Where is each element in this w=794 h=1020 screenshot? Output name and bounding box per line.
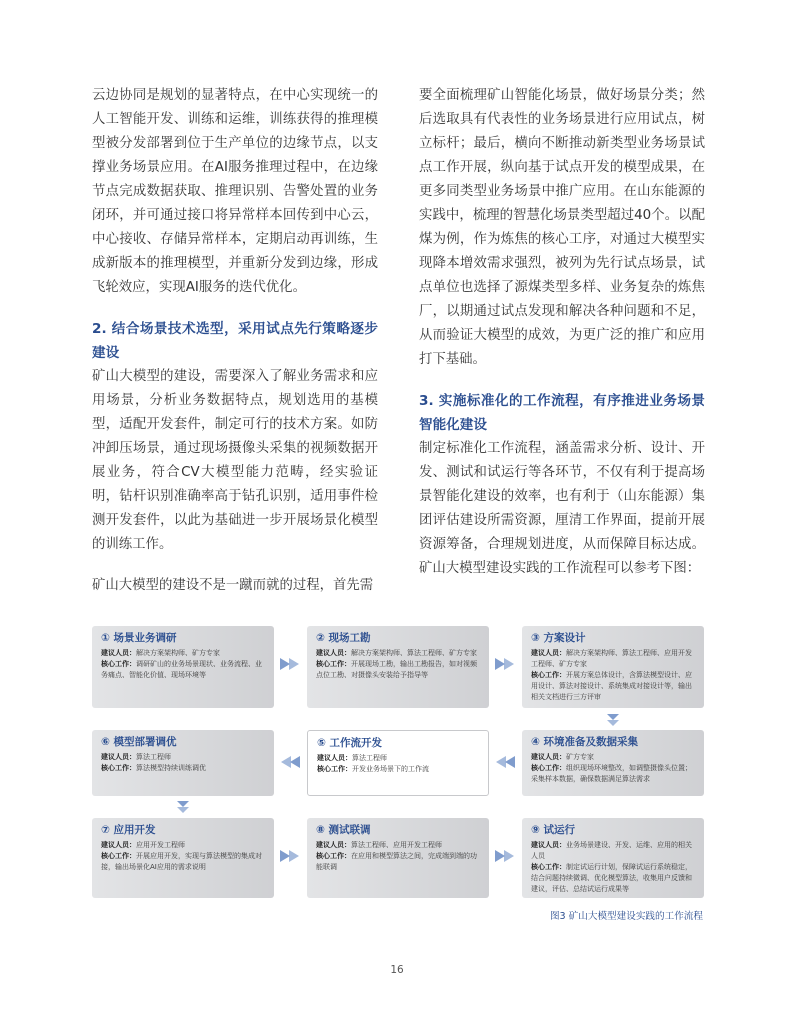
core-label: 核心工作： bbox=[531, 671, 566, 679]
body-paragraph: 矿山大模型的建设不是一蹴而就的过程，首先需 bbox=[92, 578, 374, 593]
step-box-9 bbox=[522, 818, 704, 898]
step-core: 开展现场工勘，输出工勘报告，如对视频点位工勘、对摄像头安装给予指导等 bbox=[316, 660, 477, 679]
personnel-label: 建议人员： bbox=[531, 841, 566, 849]
section-heading-3: 3. 实施标准化的工作流程，有序推进业务场景智能化建设 bbox=[419, 393, 705, 433]
step-box-1 bbox=[92, 626, 274, 708]
core-label: 核心工作： bbox=[531, 863, 566, 871]
right-column bbox=[419, 84, 705, 581]
step-box-3 bbox=[522, 626, 704, 708]
personnel-label: 建议人员： bbox=[101, 841, 136, 849]
step-personnel: 应用开发工程师 bbox=[136, 841, 185, 849]
page-number: 16 bbox=[390, 964, 404, 976]
step-personnel: 算法工程师、应用开发工程师 bbox=[351, 841, 442, 849]
step-title: ① 场景业务调研 bbox=[101, 632, 177, 644]
core-label: 核心工作： bbox=[316, 852, 351, 860]
workflow-diagram bbox=[92, 626, 704, 902]
step-personnel: 矿方专家 bbox=[566, 753, 594, 761]
core-label: 核心工作： bbox=[101, 660, 136, 668]
personnel-label: 建议人员： bbox=[101, 753, 136, 761]
step-title: ② 现场工勘 bbox=[316, 632, 371, 644]
personnel-label: 建议人员： bbox=[531, 649, 566, 657]
step-box-6 bbox=[92, 730, 274, 796]
step-personnel: 解决方案架构师、算法工程师、矿方专家 bbox=[351, 649, 477, 657]
arrow-left-icon bbox=[278, 754, 302, 770]
arrow-down-icon bbox=[605, 712, 621, 728]
step-box-2 bbox=[307, 626, 489, 708]
step-core: 组织现场环境整改，如调整摄像头位置；采集样本数据，确保数据满足算法需求 bbox=[531, 764, 692, 783]
body-paragraph: 云边协同是规划的显著特点，在中心实现统一的人工智能开发、训练和运维，训练获得的推理模型被分发部署到位于生产单位的边缘节点，以支撑业务场景应用。在AI服务推理过程中，在边缘节点完成数据获取、推理识别、告警处置的业务闭环，并可通过接口将异常样本回传到中心云，中心接收、存储异常样本，定期启动再训练，生成新版本的推理模型，并重新分发到边缘，形成飞轮效应，实现AI服务的迭代优化。 bbox=[92, 88, 378, 295]
step-title: ⑥ 模型部署调优 bbox=[101, 736, 177, 748]
arrow-right-icon bbox=[278, 848, 302, 864]
step-core: 开展方案总体设计，含算法模型设计、应用设计、算法对接设计、系统集成对接设计等，输出相关文档进行三方评审 bbox=[531, 671, 692, 701]
step-box-7 bbox=[92, 818, 274, 898]
step-personnel: 解决方案架构师、算法工程师、应用开发工程师、矿方专家 bbox=[531, 649, 692, 668]
step-personnel: 解决方案架构师、矿方专家 bbox=[136, 649, 220, 657]
step-box-8 bbox=[307, 818, 489, 898]
core-label: 核心工作： bbox=[101, 764, 136, 772]
step-core: 算法模型持续训练调优 bbox=[136, 764, 206, 772]
step-box-5 bbox=[307, 730, 489, 796]
left-column bbox=[92, 84, 378, 598]
step-title: ④ 环境准备及数据采集 bbox=[531, 736, 639, 748]
personnel-label: 建议人员： bbox=[317, 754, 352, 762]
body-paragraph: 制定标准化工作流程，涵盖需求分析、设计、开发、测试和试运行等各环节，不仅有利于提高场景智能化建设的效率，也有利于（山东能源）集团评估建设所需资源，厘清工作界面，提前开展资源筹备，合理规划进度，从而保障目标达成。矿山大模型建设实践的工作流程可以参考下图： bbox=[419, 441, 705, 576]
step-title: ③ 方案设计 bbox=[531, 632, 586, 644]
personnel-label: 建议人员： bbox=[316, 841, 351, 849]
body-paragraph: 矿山大模型的建设，需要深入了解业务需求和应用场景，分析业务数据特点，规划选用的基模型，适配开发套件，制定可行的技术方案。如防冲卸压场景，通过现场摄像头采集的视频数据开展业务，符合CV大模型能力范畴，经实验证明，钻杆识别准确率高于钻孔识别，适用事件检测开发套件，以此为基础进一步开展场景化模型的训练工作。 bbox=[92, 369, 378, 552]
step-personnel: 算法工程师 bbox=[136, 753, 171, 761]
step-title: ⑤ 工作流开发 bbox=[317, 737, 383, 749]
section-heading-2: 2. 结合场景技术选型，采用试点先行策略逐步建设 bbox=[92, 321, 378, 361]
arrow-right-icon bbox=[278, 656, 302, 672]
step-core: 调研矿山的业务场景现状、业务流程、业务痛点、智能化价值、现场环境等 bbox=[101, 660, 262, 679]
step-box-4 bbox=[522, 730, 704, 796]
arrow-down-icon bbox=[175, 799, 191, 815]
arrow-left-icon bbox=[493, 754, 517, 770]
personnel-label: 建议人员： bbox=[101, 649, 136, 657]
core-label: 核心工作： bbox=[316, 660, 351, 668]
step-title: ⑨ 试运行 bbox=[531, 824, 576, 836]
personnel-label: 建议人员： bbox=[316, 649, 351, 657]
step-personnel: 业务场景建设、开发、运维、应用的相关人员 bbox=[531, 841, 692, 860]
step-core: 在应用和模型算法之间，完成端到端的功能联调 bbox=[316, 852, 477, 871]
step-title: ⑦ 应用开发 bbox=[101, 824, 156, 836]
core-label: 核心工作： bbox=[317, 765, 352, 773]
arrow-right-icon bbox=[493, 848, 517, 864]
step-title: ⑧ 测试联调 bbox=[316, 824, 371, 836]
core-label: 核心工作： bbox=[531, 764, 566, 772]
arrow-right-icon bbox=[493, 656, 517, 672]
core-label: 核心工作： bbox=[101, 852, 136, 860]
step-personnel: 算法工程师 bbox=[352, 754, 387, 762]
figure-caption: 图3 矿山大模型建设实践的工作流程 bbox=[549, 911, 703, 922]
step-core: 制定试运行计划，保障试运行系统稳定，结合问题持续微调、优化模型算法，收集用户反馈和建议，评估、总结试运行成果等 bbox=[531, 863, 692, 893]
step-core: 开展应用开发，实现与算法模型的集成对接，输出场景化AI应用的需求说明 bbox=[101, 852, 262, 871]
step-core: 开发业务场景下的工作流 bbox=[352, 765, 429, 773]
personnel-label: 建议人员： bbox=[531, 753, 566, 761]
body-paragraph: 要全面梳理矿山智能化场景，做好场景分类；然后选取具有代表性的业务场景进行应用试点，树立标杆；最后，横向不断推动新类型业务场景试点工作开展，纵向基于试点开发的模型成果，在更多同类型业务场景中推广应用。在山东能源的实践中，梳理的智慧化场景类型超过40个。以配煤为例，作为炼焦的核心工序，对通过大模型实现降本增效需求强烈，被列为先行试点场景，试点单位也选择了源煤类型多样、业务复杂的炼焦厂，以期通过试点发现和解决各种问题和不足，从而验证大模型的成效，为更广泛的推广和应用打下基础。 bbox=[419, 88, 705, 367]
